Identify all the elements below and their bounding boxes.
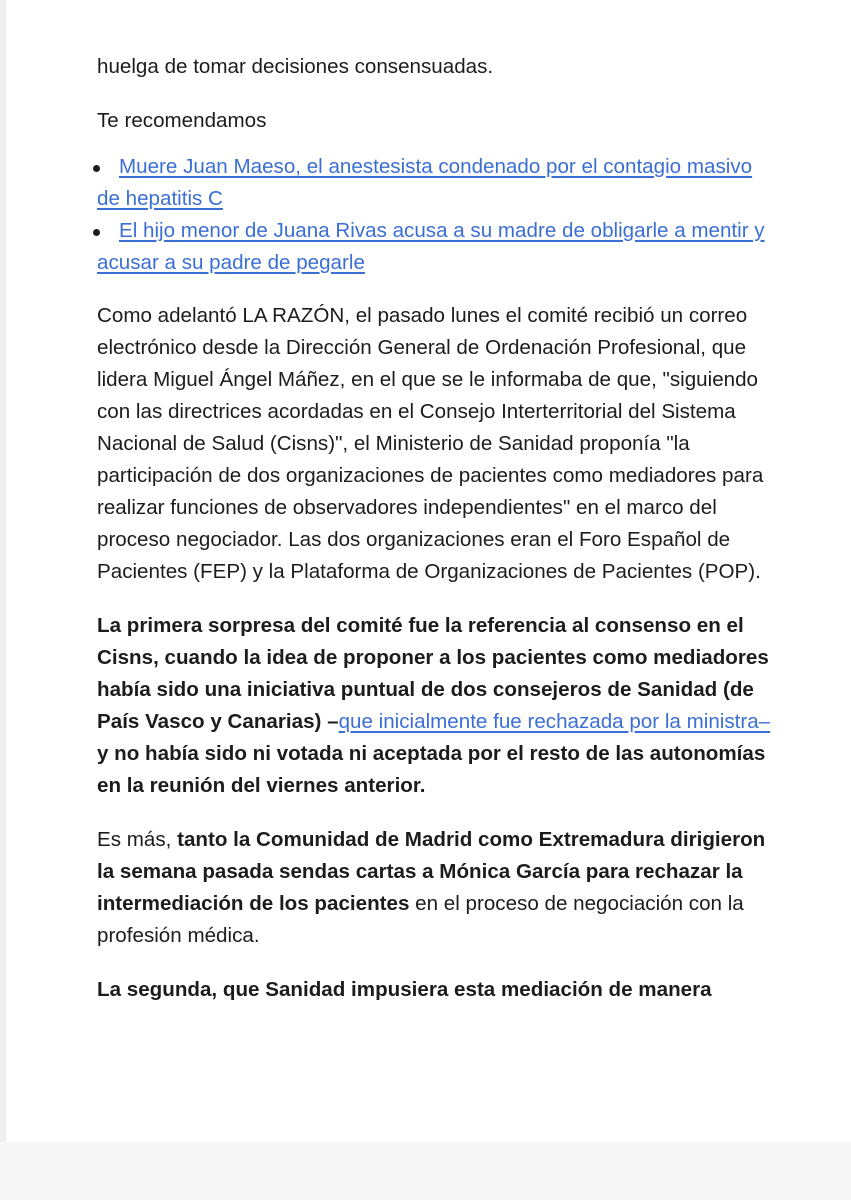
recommend-heading: Te recomendamos (97, 109, 267, 132)
paragraph-4-bold: La segunda, que Sanidad impusiera esta mediación de manera (97, 978, 712, 1001)
paragraph-2-bold-a: La primera sorpresa del comité fue la referencia al consenso en el Cisns, cuando la idea de proponer a los pacientes como mediadores había sido una iniciativa puntual de dos consejeros de Sanidad (de País Vasco y Canarias) – (97, 614, 769, 733)
recommended-link-1[interactable]: Muere Juan Maeso, el anestesista condenado por el contagio masivo de hepatitis C (97, 155, 753, 210)
footer-band (0, 1142, 851, 1200)
paragraph-2 (97, 610, 777, 802)
paragraph-1: Como adelantó LA RAZÓN, el pasado lunes el comité recibió un correo electrónico desde la Dirección General de Ordenación Profesional, que lidera Miguel Ángel Máñez, en el que se le informaba de que, "siguiendo con las directrices acordadas en el Consejo Interterritorial del Sistema Nacional de Salud (Cisns)", el Ministerio de Sanidad proponía "la participación de dos organizaciones de pacientes como mediadores para realizar funciones de observadores independientes" en el marco del proceso negociador. Las dos organizaciones eran el Foro Español de Pacientes (FEP) y la Plataforma de Organizaciones de Pacientes (POP). (97, 304, 764, 583)
article-body (97, 51, 777, 1028)
paragraph-3-text-a: Es más, (97, 828, 178, 851)
bullet-icon (93, 165, 100, 172)
recommended-item (97, 151, 777, 215)
bullet-icon (93, 229, 100, 236)
recommended-list (97, 151, 777, 279)
page-edge (0, 0, 6, 1200)
lead-fragment: huelga de tomar decisiones consensuadas. (97, 55, 494, 78)
paragraph-3 (97, 824, 777, 952)
ministra-link[interactable]: que inicialmente fue rechazada por la ministra– (338, 710, 771, 733)
paragraph-2-bold-b: y no había sido ni votada ni aceptada por el resto de las autonomías en la reunión del viernes anterior. (97, 742, 766, 797)
recommended-link-2[interactable]: El hijo menor de Juana Rivas acusa a su madre de obligarle a mentir y acusar a su padre de pegarle (97, 219, 765, 274)
paragraph-3-bold: tanto la Comunidad de Madrid como Extremadura dirigieron la semana pasada sendas cartas a Mónica García para rechazar la intermediación de los pacientes (97, 828, 766, 915)
paragraph-4 (97, 974, 777, 1006)
recommended-item (97, 215, 777, 279)
paragraph-3-text-b: en el proceso de negociación con la profesión médica. (97, 892, 744, 947)
